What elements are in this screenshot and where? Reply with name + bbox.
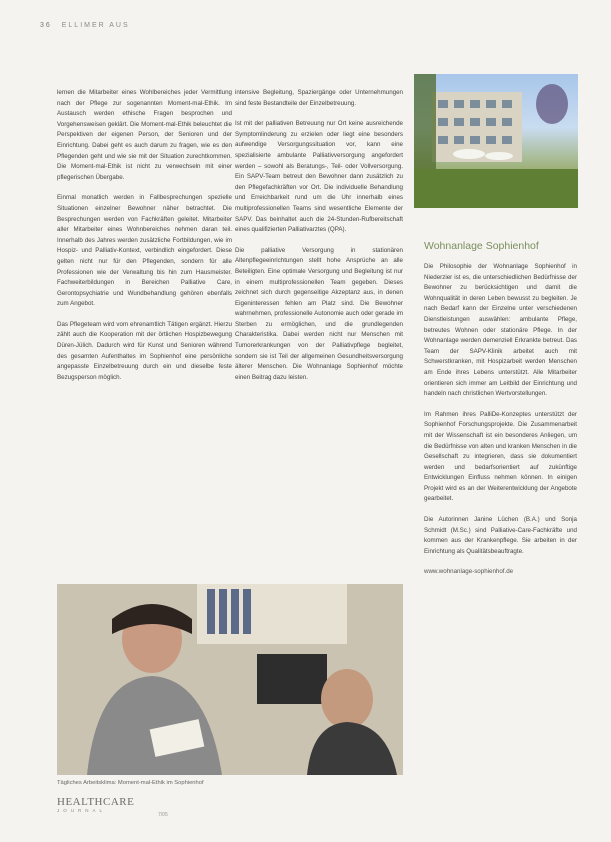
paragraph: Ist mit der palliativen Betreuung nur Ort keine ausreichende Symptomlinderung zu erzielen oder liegt eine besonders aufwendige Versorgungssituation vor, kann eine spezialisierte ambulante Palliativversorgung angefordert werden – sowohl als Beratungs-, Teil- oder Vollversorgung. Ein SAPV-Team betreut den Bewohner dann zusätzlich zu den Pflegefachkräften vor Ort. Die individuelle Behandlung und Erreichbarkeit rund um die Uhr innerhalb eines multiprofessionellen Teams sind wesentliche Elemente der SAPV. Das beinhaltet auch die 24-Stunden-Rufbereitschaft eines qualifizierten Palliativarztes (QPA). xyxy=(235,120,403,234)
photo-caption: Tägliches Arbeitsklima: Moment-mal-Ethik im Sophienhof xyxy=(57,780,204,786)
building-illustration xyxy=(414,74,578,208)
paragraph: Die palliative Versorgung in stationären Altenpflegeeinrichtungen stellt hohe Ansprüche an alle Beteiligten. Eine optimale Versorgung und Begleitung ist nur in einem multiprofessionellen Team gegeben. Dieses zeichnet sich durch gegenseitige Akzeptanz aus, in denen Eigeninteressen fehlen am Platz sind. Die Bewohner wahrnehmen, professionelle Autonomie auch oder gerade im Sterben zu ermöglichen, und die grundlegenden Charakteristika. Dabei werden nicht nur Menschen mit Tumorerkrankungen von der Palliativpflege begleitet, sondern sie ist Teil der allgemeinen Gesundheitsversorgung älterer Menschen. Die Wohnanlage Sophienhof möchte einen Beitrag dazu leisten. xyxy=(235,246,403,381)
column-1 xyxy=(57,88,232,393)
journal-logo xyxy=(57,796,134,813)
building-photo xyxy=(414,74,578,208)
page-header xyxy=(40,22,130,29)
paragraph: intensive Begleitung, Spaziergänge oder Unternehmungen sind feste Bestandteile der Einzelbetreuung. xyxy=(235,89,403,107)
paragraph: Im Rahmen ihres PalliDe-Konzeptes unterstützt der Sophienhof Forschungsprojekte. Die Zusammenarbeit mit der Wissenschaft ist ein besonderes Anliegen, um die Bedürfnisse von alten und kranken Menschen in die Gesellschaft zu integrieren, dass sie dokumentiert werden und bedarfsorientiert auf zukünftige Entwicklungen Einfluss nehmen können. In einigen Projekt wird es an der Weiterentwicklung der Angebote gearbeitet. xyxy=(424,410,577,503)
logo-line-1: HEALTHCARE xyxy=(57,796,135,808)
issue-code: 7/05 xyxy=(158,812,168,818)
section-title: ELLIMER AUS xyxy=(61,22,130,29)
logo-line-2: JOURNAL xyxy=(57,808,107,813)
website-link[interactable]: www.wohnanlage-sophienhof.de xyxy=(424,568,514,576)
paragraph: Die Autorinnen Janine Lüchen (B.A.) und Sonja Schmidt (M.Sc.) sind Palliative-Care-Fachkräfte und kommen aus der Krankenpflege. Sie arbeiten in der Einrichtung als Qualitätsbeauftragte. xyxy=(424,516,577,555)
sidebar-heading: Wohnanlage Sophienhof xyxy=(424,240,539,252)
column-2 xyxy=(235,88,403,393)
paragraph: Die Philosophie der Wohnanlage Sophienhof in Niederzier ist es, die unterschiedlichen Bedürfnisse der Bewohner zu berücksichtigen und damit die Wohnqualität in deren Leben bewusst zu begleiten. Je nach Bedarf kann der Einzelne unter verschiedenen Dienstleistungen auswählen: ambulante Pflege, betreutes Wohnen oder stationäre Pflege. In der Wohnanlage werden demenziell Erkrankte betreut. Das Team der SAPV-Klinik arbeitet auch mit Schwerstkranken, mit Hospizarbeit werden Menschen am Ende ihres Lebens unterstützt. Alle Mitarbeiter orientieren sich immer am Leitbild der Einrichtung und handeln nach christlichen Wertvorstellungen. xyxy=(424,263,577,398)
staff-illustration xyxy=(57,584,403,775)
page-number: 36 xyxy=(40,22,52,29)
staff-photo xyxy=(57,584,403,775)
paragraph: lernen die Mitarbeiter eines Wohlbereiches jeder Vermittlung nach der Pflege zur sogenannten Moment-mal-Ethik. Im Austausch werden ethische Fragen besprochen und Vorgehensweisen geklärt. Die Moment-mal-Ethik beleuchtet die Perspektiven der eigenen Person, der Senioren und der Einrichtung. Dabei geht es auch darum zu fragen, wie es den Pflegenden geht und wie sie mit der Situation zurechtkommen. Die Moment-mal-Ethik ist nicht zu verwechseln mit einer pflegerischen Übergabe. xyxy=(57,89,232,181)
paragraph: Das Pflegeteam wird vom ehrenamtlich Tätigen ergänzt. Hierzu zählt auch die Kooperation mit der örtlichen Hospizbewegung Düren-Jülich. Dadurch wird für Kunst und Senioren während des gesamten Aufenthaltes im Sophienhof eine persönliche angepasste Einzelbetreuung durch ein und dieselbe feste Bezugsperson möglich. xyxy=(57,320,232,381)
column-3 xyxy=(424,240,577,588)
paragraph: Einmal monatlich werden in Fallbesprechungen spezielle Situationen einzelner Bewohner näher betrachtet. Die Besprechungen werden von Fachkräften geleitet. Mitarbeiter aller Mitarbeiter eines Wohnbereiches nehmen daran teil. Innerhalb des Jahres werden zusätzliche Fortbildungen, wie im Hospiz- und Palliativ-Kontext, verbindlich eingefordert. Diese gelten nicht nur für den Pflegenden, sondern für alle Professionen wie der Verwaltung bis hin zum Hausmeister. Fachweiterbildungen in Bereichen Palliative Care, Gerontopsychiatrie und Wundbehandlung gehören ebenfalls zum Angebot. xyxy=(57,194,232,308)
